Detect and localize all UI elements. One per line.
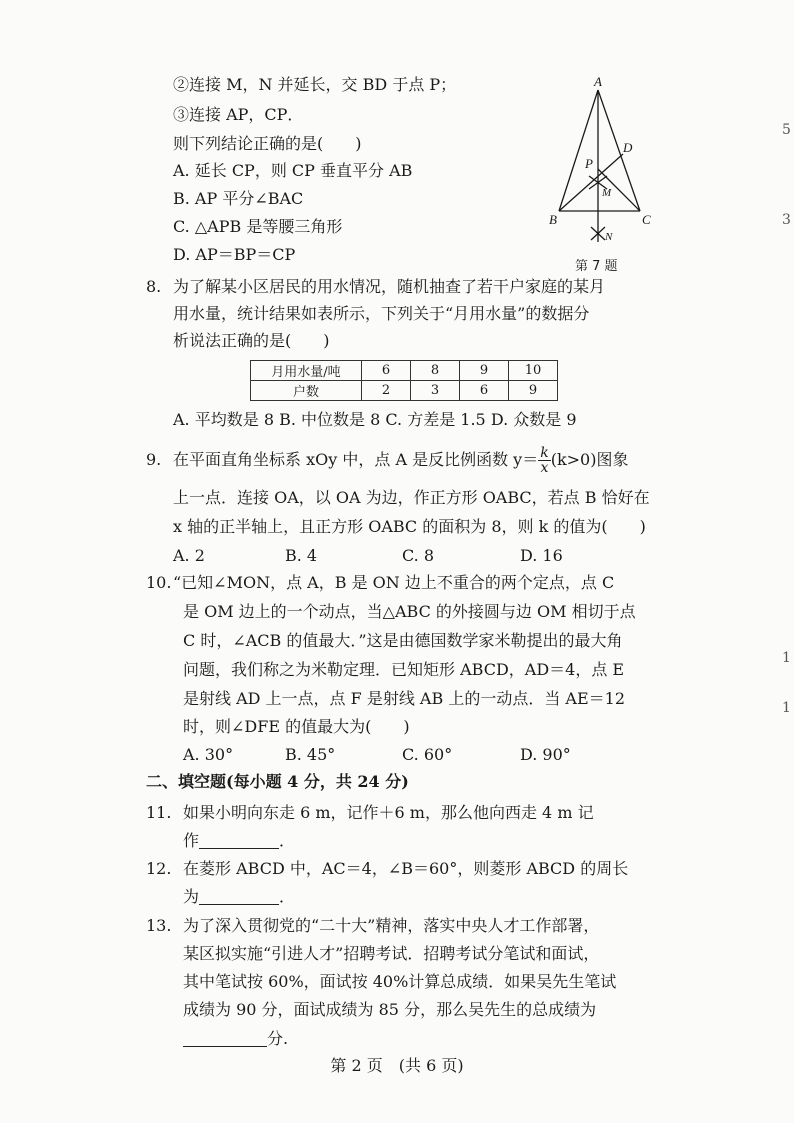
q13-line3: 其中笔试按 60%，面试按 40%计算总成绩．如果吴先生笔试 — [183, 972, 617, 991]
label-m: M — [602, 187, 612, 199]
edge-mark: 1 — [782, 700, 791, 716]
q10-line4: 问题，我们称之为米勒定理．已知矩形 ABCD，AD＝4，点 E — [183, 660, 625, 679]
q13-number: 13. — [146, 916, 172, 935]
label-n: N — [605, 231, 613, 243]
table-cell: 3 — [411, 381, 460, 401]
table-cell: 8 — [411, 361, 460, 381]
q10-line3: C 时，∠ACB 的值最大．”这是由德国数学家米勒提出的最大角 — [183, 631, 623, 650]
q12-line1: 在菱形 ABCD 中，AC＝4，∠B＝60°，则菱形 ABCD 的周长 — [183, 859, 629, 878]
q7-step3: ③连接 AP，CP． — [173, 105, 304, 124]
q10-option-c: C. 60° — [402, 745, 453, 764]
q11-prefix: 作 — [183, 831, 200, 850]
edge-mark: 3 — [782, 212, 791, 228]
q10-line6: 时，则∠DFE 的值最大为( ) — [183, 717, 410, 736]
fraction-denominator: x — [540, 460, 549, 476]
label-d: D — [623, 140, 633, 155]
table-cell: 月用水量/吨 — [251, 361, 362, 381]
table-cell: 9 — [460, 361, 509, 381]
label-a: A — [594, 74, 602, 89]
q11-line2 — [183, 830, 295, 852]
q13-line2: 某区拟实施“引进人才”招聘考试．招聘考试分笔试和面试， — [183, 944, 600, 963]
q10-line1: “已知∠MON，点 A，B 是 ON 边上不重合的两个定点，点 C — [173, 573, 615, 592]
q9-line1-end: (k>0)图象 — [550, 450, 629, 469]
label-p: P — [585, 156, 593, 171]
q9-line1-start: 在平面直角坐标系 xOy 中，点 A 是反比例函数 y＝ — [173, 450, 539, 469]
q12-suffix: ． — [279, 887, 296, 906]
page-footer: 第 2 页 (共 6 页) — [330, 1056, 464, 1075]
q9-option-c: C. 8 — [402, 546, 435, 565]
q10-line5: 是射线 AD 上一点，点 F 是射线 AB 上的一动点．当 AE＝12 — [183, 689, 625, 708]
q10-line2: 是 OM 边上的一个动点，当△ABC 的外接圆与边 OM 相切于点 — [183, 602, 636, 621]
q7-option-d: D. AP＝BP＝CP — [173, 245, 296, 264]
table-cell: 10 — [509, 361, 558, 381]
answer-blank-12[interactable] — [199, 888, 279, 905]
q11-suffix: ． — [279, 831, 296, 850]
table-cell: 6 — [362, 361, 411, 381]
water-usage-table — [250, 360, 558, 401]
q9-line3: x 轴的正半轴上，且正方形 OABC 的面积为 8，则 k 的值为( ) — [173, 517, 646, 536]
q10-number: 10. — [146, 573, 172, 592]
q13-line1: 为了深入贯彻党的“二十大”精神，落实中央人才工作部署， — [183, 916, 600, 935]
q13-suffix: 分. — [267, 1029, 289, 1048]
figure-caption: 第 7 题 — [575, 259, 618, 274]
label-c: C — [642, 212, 651, 227]
q8-line3: 析说法正确的是( ) — [173, 331, 330, 350]
section-heading: 二、填空题(每小题 4 分，共 24 分) — [146, 772, 409, 791]
q9-line1 — [173, 444, 628, 476]
q9-number: 9. — [146, 450, 162, 469]
q11-line1: 如果小明向东走 6 m，记作＋6 m，那么他向西走 4 m 记 — [183, 803, 594, 822]
q10-option-b: B. 45° — [285, 745, 336, 764]
q7-option-c: C. △APB 是等腰三角形 — [173, 217, 343, 236]
q10-option-d: D. 90° — [520, 745, 571, 764]
q12-number: 12. — [146, 859, 172, 878]
table-row — [251, 381, 558, 401]
q7-question: 则下列结论正确的是( ) — [173, 134, 362, 153]
fraction-numerator: k — [540, 445, 549, 461]
q7-option-b: B. AP 平分∠BAC — [173, 189, 304, 208]
fraction-k-over-x — [538, 446, 550, 475]
q13-line5 — [183, 1028, 288, 1050]
q7-step2: ②连接 M，N 并延长，交 BD 于点 P； — [173, 75, 457, 94]
table-header-row — [251, 361, 558, 381]
q11-number: 11. — [146, 803, 172, 822]
table-cell: 6 — [460, 381, 509, 401]
q7-option-a: A. 延长 CP，则 CP 垂直平分 AB — [173, 161, 413, 180]
answer-blank-13[interactable] — [183, 1030, 267, 1047]
q12-prefix: 为 — [183, 887, 200, 906]
answer-blank-11[interactable] — [199, 832, 279, 849]
edge-mark: 1 — [782, 650, 791, 666]
q12-line2 — [183, 886, 295, 908]
edge-mark: 5 — [782, 122, 791, 138]
q8-number: 8. — [146, 277, 162, 296]
table-cell: 户数 — [251, 381, 362, 401]
q9-option-a: A. 2 — [173, 546, 205, 565]
q7-triangle-figure — [545, 72, 655, 282]
q9-line2: 上一点．连接 OA，以 OA 为边，作正方形 OABC，若点 B 恰好在 — [173, 488, 650, 507]
q9-option-b: B. 4 — [285, 546, 318, 565]
q8-options: A. 平均数是 8 B. 中位数是 8 C. 方差是 1.5 D. 众数是 9 — [173, 410, 577, 429]
q10-option-a: A. 30° — [183, 745, 234, 764]
table-cell: 9 — [509, 381, 558, 401]
q8-line2: 用水量，统计结果如表所示，下列关于“月用水量”的数据分 — [173, 304, 590, 323]
q9-option-d: D. 16 — [520, 546, 563, 565]
label-b: B — [549, 212, 557, 227]
q13-line4: 成绩为 90 分，面试成绩为 85 分，那么吴先生的总成绩为 — [183, 1000, 597, 1019]
q8-line1: 为了解某小区居民的用水情况，随机抽查了若干户家庭的某月 — [173, 277, 606, 296]
table-cell: 2 — [362, 381, 411, 401]
